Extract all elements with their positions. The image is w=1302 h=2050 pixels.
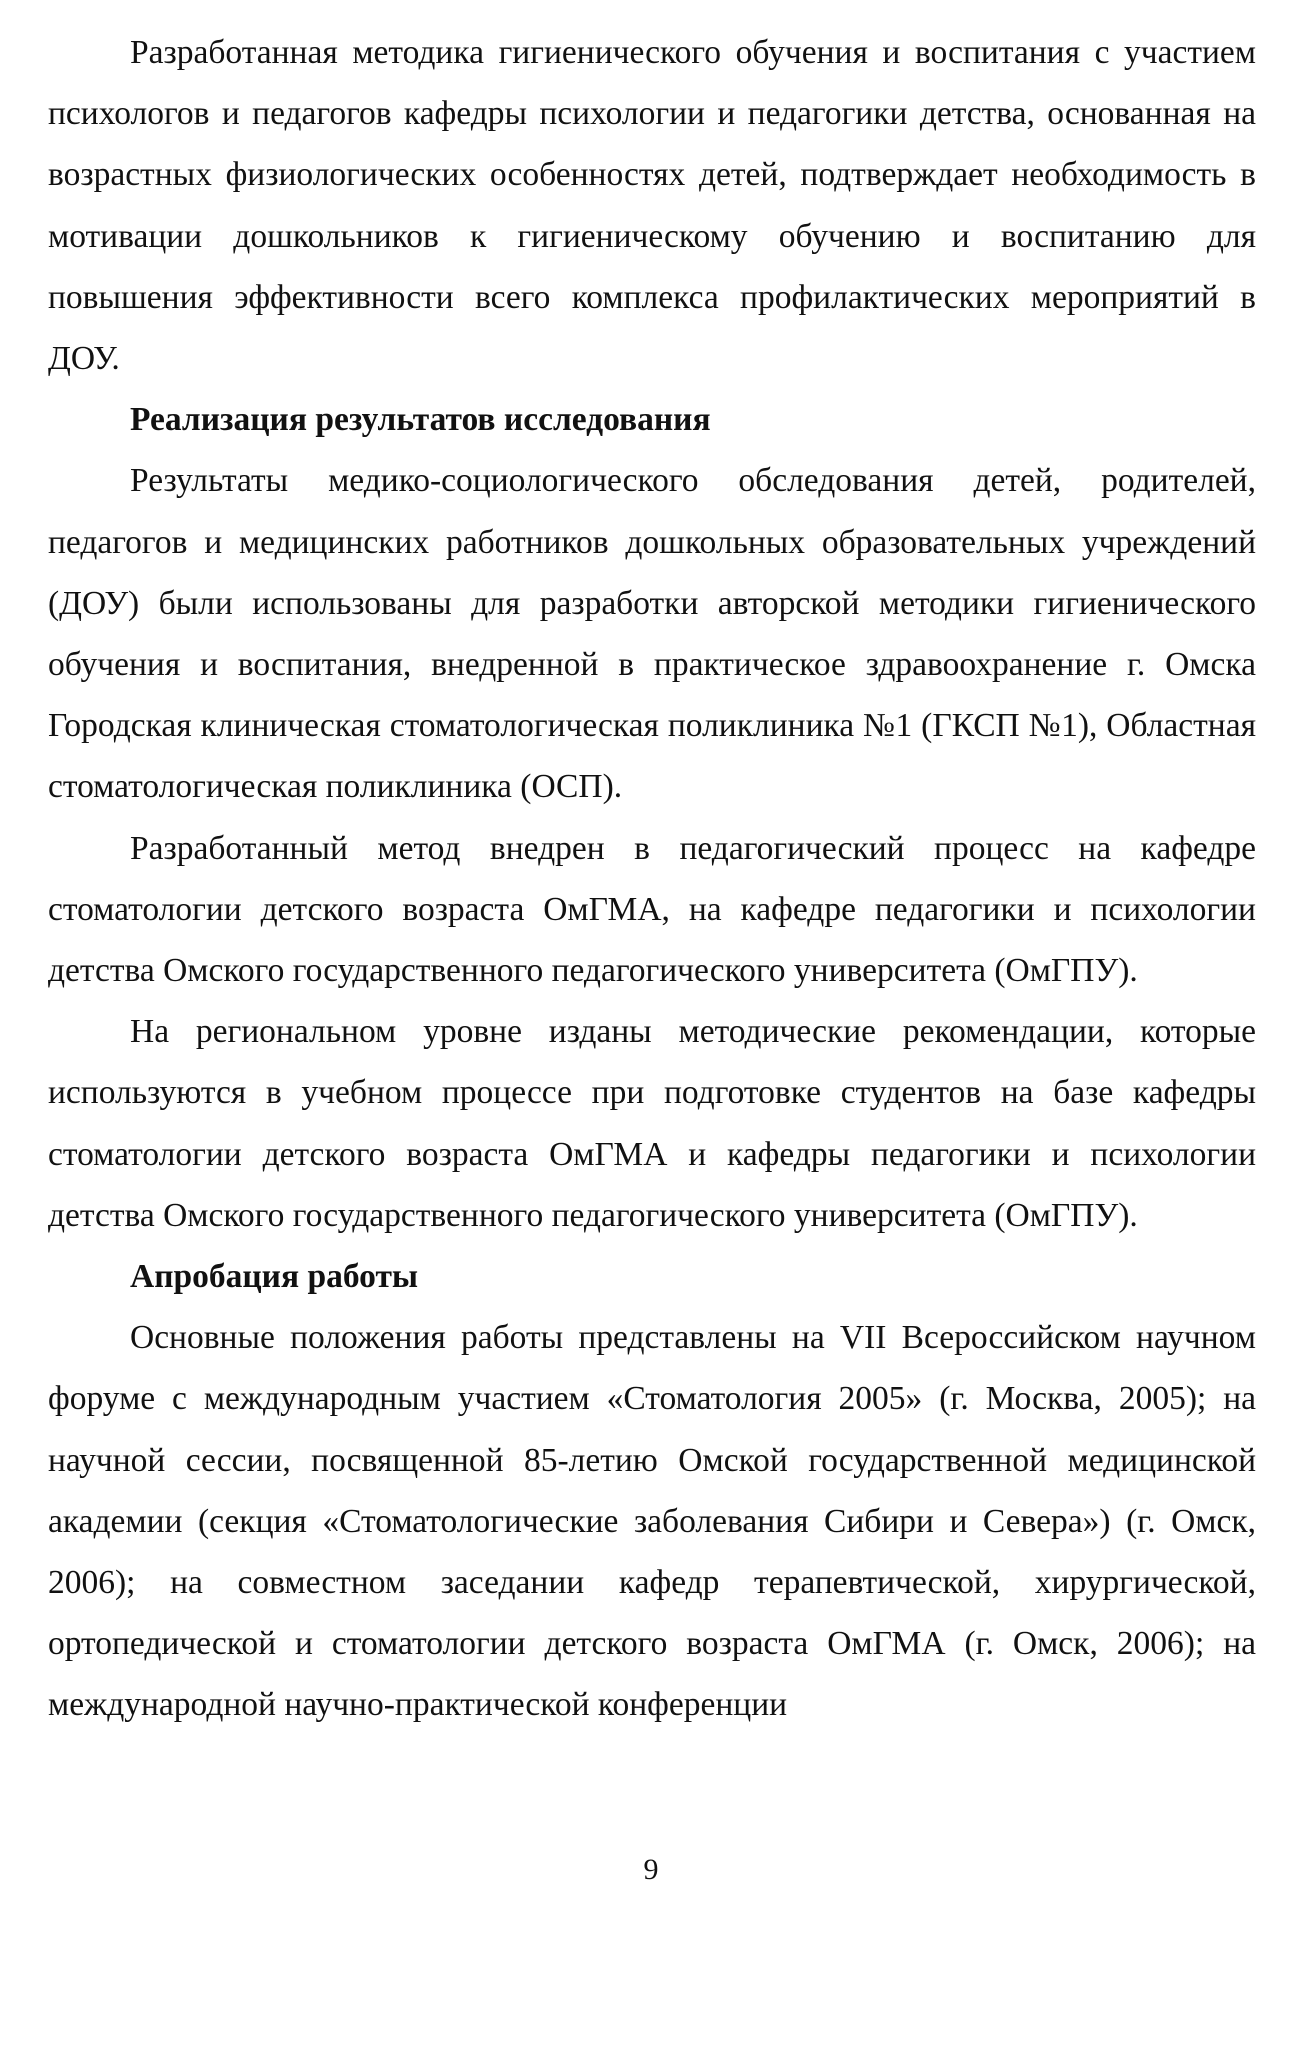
page-number: 9 (643, 1853, 659, 1886)
paragraph-method-adoption: Разработанный метод внедрен в педагогический процесс на кафедре стоматологии детского возраста ОмГМА, на кафедре педагогики и психологии детства Омского государственного педагогического университета (ОмГПУ). (48, 829, 1256, 990)
heading-approbation: Апробация работы (130, 1258, 419, 1296)
paragraph-survey-results: Результаты медико-социологического обследования детей, родителей, педагогов и медицинских работников дошкольных образовательных учреждений (ДОУ) были использованы для разработки авторской методики гигиенического обучения и воспитания, внедренной в практическое здравоохранение г. Омска Городская клиническая стоматологическая поликлиника №1 (ГКСП №1), Областная стоматологическая поликлиника (ОСП). (48, 462, 1256, 806)
paragraph-regional-recommendations: На региональном уровне изданы методические рекомендации, которые используются в учебном процессе при подготовке студентов на базе кафедры стоматологии детского возраста ОмГМА и кафедры педагогики и психологии детства Омского государственного педагогического университета (ОмГПУ). (48, 1013, 1256, 1234)
paragraph-methodology: Разработанная методика гигиенического обучения и воспитания с участием психологов и педагогов кафедры психологии и педагогики детства, основанная на возрастных физиологических особенностях детей, подтверждает необходимость в мотивации дошкольников к гигиеническому обучению и воспитанию для повышения эффективности всего комплекса профилактических мероприятий в ДОУ. (48, 34, 1256, 378)
page-body (48, 22, 1256, 1736)
heading-implementation: Реализация результатов исследования (130, 401, 711, 439)
paragraph-presentations: Основные положения работы представлены на VII Всероссийском научном форуме с международным участием «Стоматология 2005» (г. Москва, 2005); на научной сессии, посвященной 85-летию Омской государственной медицинской академии (секция «Стоматологические заболевания Сибири и Севера») (г. Омск, 2006); на совместном заседании кафедр терапевтической, хирургической, ортопедической и стоматологии детского возраста ОмГМА (г. Омск, 2006); на международной научно-практической конференции (48, 1319, 1256, 1724)
